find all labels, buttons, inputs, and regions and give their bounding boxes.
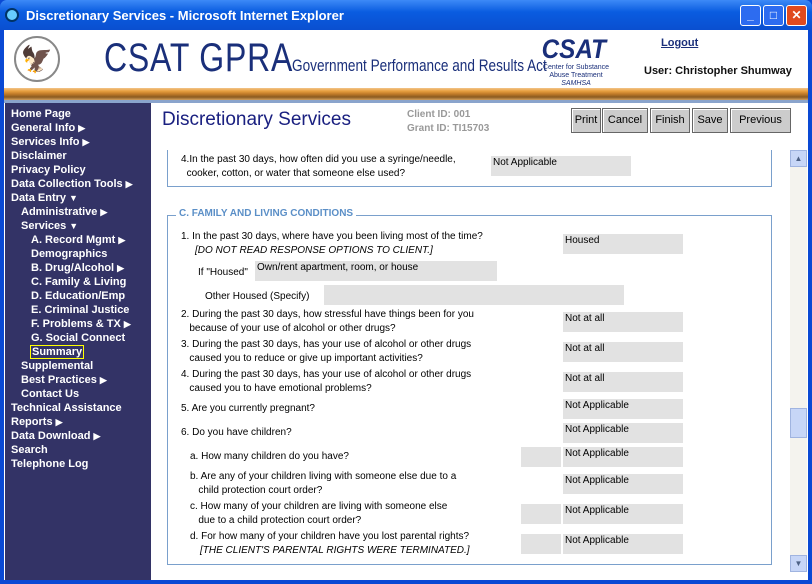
sidebar-item-f-problems-tx[interactable]: [5, 317, 151, 331]
sidebar-item-label: General Info: [11, 122, 76, 134]
sidebar-item-reports[interactable]: [5, 415, 151, 429]
sidebar-item-b-drug-alcohol[interactable]: [5, 261, 151, 275]
sidebar-item-label: E. Criminal Justice: [31, 304, 130, 316]
csat-logo: CSAT: [541, 34, 606, 64]
triangle-right-icon: ▶: [117, 263, 125, 273]
sidebar-item-label: Services Info: [11, 136, 80, 148]
q5-value[interactable]: Not Applicable: [563, 399, 683, 419]
q2-value[interactable]: Not at all: [563, 312, 683, 332]
sidebar-item-label: Summary: [32, 346, 83, 358]
logout-link[interactable]: Logout: [661, 37, 699, 49]
sidebar-item-administrative[interactable]: [5, 205, 151, 219]
sidebar-item-technical-assistance[interactable]: [5, 401, 151, 415]
cancel-button[interactable]: Cancel: [602, 108, 648, 133]
sidebar-item-label: Reports: [11, 416, 53, 428]
sidebar-item-label: Telephone Log: [11, 458, 89, 470]
save-button[interactable]: Save: [692, 108, 728, 133]
sidebar-item-label: Technical Assistance: [11, 402, 122, 414]
sidebar-item-label: Data Entry: [11, 192, 67, 204]
sidebar-item-d-education-emp[interactable]: [5, 289, 151, 303]
section-c-legend: C. FAMILY AND LIVING CONDITIONS: [176, 208, 356, 219]
sidebar-item-demographics[interactable]: [5, 247, 151, 261]
q4-value[interactable]: Not at all: [563, 372, 683, 392]
triangle-right-icon: ▶: [78, 123, 86, 133]
prev-q4-value[interactable]: Not Applicable: [491, 156, 631, 176]
sidebar-item-telephone-log[interactable]: [5, 457, 151, 471]
q6d-value[interactable]: Not Applicable: [563, 534, 683, 554]
q6a-text: a. How many children do you have?: [190, 451, 349, 462]
sidebar-item-label: D. Education/Emp: [31, 290, 126, 302]
title-bar: [0, 0, 812, 30]
other-housed-input[interactable]: [324, 285, 624, 305]
q4-text: 4. During the past 30 days, has your use of alcohol or other drugs caused you to have emotional problems?: [181, 369, 472, 394]
sidebar-item-label: Disclaimer: [11, 150, 67, 162]
triangle-right-icon: ▶: [118, 235, 126, 245]
sidebar-item-c-family-living[interactable]: [5, 275, 151, 289]
header-stripes: [4, 88, 808, 100]
q5-text: 5. Are you currently pregnant?: [181, 403, 315, 414]
page-title: Discretionary Services: [162, 109, 351, 130]
sidebar-item-label: Data Collection Tools: [11, 178, 123, 190]
sidebar-item-services[interactable]: [5, 219, 151, 233]
q6c-text: c. How many of your children are living with someone else due to a child protection court order?: [190, 501, 448, 526]
prev-section: [167, 150, 772, 187]
triangle-right-icon: ▶: [125, 179, 133, 189]
print-button[interactable]: Print: [571, 108, 601, 133]
q6a-count[interactable]: [521, 447, 561, 467]
maximize-button[interactable]: □: [763, 5, 784, 26]
sidebar-item-label: Demographics: [31, 248, 108, 260]
brand-title: CSAT GPRA: [104, 36, 294, 80]
sidebar-item-contact-us[interactable]: [5, 387, 151, 401]
scroll-thumb[interactable]: [790, 408, 807, 438]
sidebar-item-label: Administrative: [21, 206, 98, 218]
q6b-value[interactable]: Not Applicable: [563, 474, 683, 494]
triangle-right-icon: ▶: [100, 207, 108, 217]
sidebar-item-label: Best Practices: [21, 374, 97, 386]
q6d-text: d. For how many of your children have you lost parental rights? [THE CLIENT'S PARENTAL RIGHTS WERE TERMINATED.]: [190, 531, 470, 556]
sidebar-item-home-page[interactable]: [5, 107, 151, 121]
q6a-value[interactable]: Not Applicable: [563, 447, 683, 467]
sidebar-item-label: Services: [21, 220, 67, 232]
sidebar-item-label: Supplemental: [21, 360, 94, 372]
sidebar-item-search[interactable]: [5, 443, 151, 457]
sidebar-item-label: Privacy Policy: [11, 164, 86, 176]
sidebar-item-label: F. Problems & TX: [31, 318, 121, 330]
grant-id: Grant ID: TI15703: [407, 123, 490, 134]
q3-text: 3. During the past 30 days, has your use of alcohol or other drugs caused you to reduce or give up important activities?: [181, 339, 472, 364]
sidebar-item-data-collection-tools[interactable]: [5, 177, 151, 191]
sidebar-item-label: B. Drug/Alcohol: [31, 262, 115, 274]
sidebar-item-general-info[interactable]: [5, 121, 151, 135]
ids: [407, 108, 489, 136]
brand-subtitle: Government Performance and Results Act: [292, 56, 547, 75]
sidebar-item-data-entry[interactable]: [5, 191, 151, 205]
finish-button[interactable]: Finish: [650, 108, 690, 133]
sidebar-item-label: Contact Us: [21, 388, 80, 400]
csat-logo-sub: Center for Substance Abuse Treatment SAMHSA: [542, 64, 610, 87]
if-housed-label: If "Housed": [198, 267, 248, 278]
triangle-right-icon: ▶: [55, 417, 63, 427]
triangle-right-icon: ▶: [99, 375, 107, 385]
sidebar-item-disclaimer[interactable]: [5, 149, 151, 163]
q6-text: 6. Do you have children?: [181, 427, 292, 438]
other-housed-label: Other Housed (Specify): [205, 291, 310, 302]
ie-icon: [5, 8, 19, 22]
sidebar-item-label: Search: [11, 444, 48, 456]
hhs-seal-logo: 🦅: [14, 36, 60, 82]
sidebar-nav: [5, 103, 151, 580]
q6b-text: b. Are any of your children living with someone else due to a child protection court order?: [190, 471, 457, 496]
sidebar-item-e-criminal-justice[interactable]: [5, 303, 151, 317]
triangle-down-icon: ▼: [69, 221, 79, 231]
site-header: [4, 30, 808, 88]
sidebar-item-label: Home Page: [11, 108, 71, 120]
scroll-down-icon[interactable]: ▼: [790, 555, 807, 572]
triangle-down-icon: ▼: [69, 193, 78, 203]
triangle-right-icon: ▶: [93, 431, 101, 441]
user-label: User: Christopher Shumway: [644, 65, 792, 77]
close-button[interactable]: ✕: [786, 5, 807, 26]
minimize-button[interactable]: _: [740, 5, 761, 26]
client-id: Client ID: 001: [407, 109, 471, 120]
triangle-right-icon: ▶: [123, 319, 131, 329]
q3-value[interactable]: Not at all: [563, 342, 683, 362]
triangle-right-icon: ▶: [82, 137, 90, 147]
q6d-count[interactable]: [521, 534, 561, 554]
sidebar-item-label: Data Download: [11, 430, 91, 442]
sidebar-item-label: G. Social Connect: [31, 332, 126, 344]
sidebar-item-summary[interactable]: [5, 345, 151, 359]
sidebar-item-a-record-mgmt[interactable]: [5, 233, 151, 247]
sidebar-item-label: C. Family & Living: [31, 276, 127, 288]
sidebar-item-data-download[interactable]: [5, 429, 151, 443]
sidebar-item-services-info[interactable]: [5, 135, 151, 149]
sidebar-item-best-practices[interactable]: [5, 373, 151, 387]
form-scroll-area: [152, 150, 808, 572]
window-title: Discretionary Services - Microsoft Internet Explorer: [26, 7, 344, 23]
previous-button[interactable]: Previous: [730, 108, 791, 133]
prev-q4-text: 4.In the past 30 days, how often did you use a syringe/needle, cooker, cotton, or water that someone else used?: [181, 154, 456, 179]
q6-value[interactable]: Not Applicable: [563, 423, 683, 443]
section-c: [167, 208, 772, 565]
q6c-value[interactable]: Not Applicable: [563, 504, 683, 524]
sidebar-item-privacy-policy[interactable]: [5, 163, 151, 177]
q6c-count[interactable]: [521, 504, 561, 524]
vertical-scrollbar[interactable]: [790, 150, 807, 572]
q1-value[interactable]: Housed: [563, 234, 683, 254]
q2-text: 2. During the past 30 days, how stressful have things been for you because of your use of alcohol or other drugs?: [181, 309, 474, 334]
sidebar-item-label: A. Record Mgmt: [31, 234, 116, 246]
if-housed-value[interactable]: Own/rent apartment, room, or house: [255, 261, 497, 281]
sidebar-item-g-social-connect[interactable]: [5, 331, 151, 345]
scroll-up-icon[interactable]: ▲: [790, 150, 807, 167]
q1-text: 1. In the past 30 days, where have you been living most of the time? [DO NOT READ RESPONSE OPTIONS TO CLIENT.]: [181, 231, 483, 256]
sidebar-item-supplemental[interactable]: [5, 359, 151, 373]
